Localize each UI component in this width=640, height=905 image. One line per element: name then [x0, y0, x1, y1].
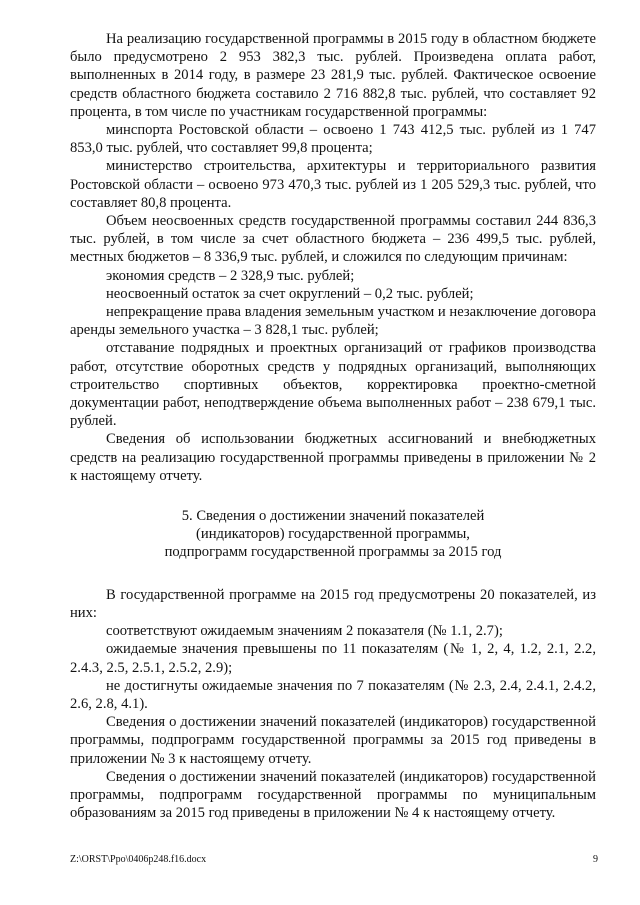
paragraph-indicators-not-achieved: не достигнуты ожидаемые значения по 7 показателям (№ 2.3, 2.4, 2.4.1, 2.4.2, 2.6, 2.8, 4.1).	[70, 677, 596, 712]
paragraph-minsport: минспорта Ростовской области – освоено 1 743 412,5 тыс. рублей из 1 747 853,0 тыс. рублей, что составляет 99,8 процента;	[70, 122, 596, 157]
paragraph-appendix-2: Сведения об использовании бюджетных ассигнований и внебюджетных средств на реализацию государственной программы приведены в приложении № 2 к настоящему отчету.	[70, 431, 596, 484]
paragraph-budget-overview: На реализацию государственной программы в 2015 году в областном бюджете было предусмотрено 2 953 382,3 тыс. рублей. Произведена оплата работ, выполненных в 2014 году, в размере 23 281,9 тыс. рублей. Фактическое освоение средств областного бюджета составило 2 716 882,8 тыс. рублей, что составляет 92 процента, в том числе по участникам государственной программы:	[70, 31, 596, 120]
section-heading-line: (индикаторов) государственной программы,	[196, 526, 470, 543]
paragraph-minstroy: министерство строительства, архитектуры и территориального развития Ростовской области – освоено 973 470,3 тыс. рублей из 1 205 529,3 тыс. рублей, что составляет 80,8 процента.	[70, 158, 596, 211]
paragraph-appendix-4: Сведения о достижении значений показателей (индикаторов) государственной программы, подпрограмм государственной программы по муниципальным образованиям за 2015 год приведены в приложении № 4 к настоящему отчету.	[70, 768, 596, 822]
paragraph-indicators-matched: соответствуют ожидаемым значениям 2 показателя (№ 1.1, 2.7);	[106, 623, 503, 640]
paragraph-appendix-3: Сведения о достижении значений показателей (индикаторов) государственной программы, подпрограмм государственной программы за 2015 год приведены в приложении № 3 к настоящему отчету.	[70, 714, 596, 767]
paragraph-unspent-funds: Объем неосвоенных средств государственной программы составил 244 836,3 тыс. рублей, в том числе за счет областного бюджета – 236 499,5 тыс. рублей, местных бюджетов – 8 336,9 тыс. рублей, и сложился по следующим причинам:	[70, 213, 596, 266]
paragraph-land-lease: непрекращение права владения земельным участком и незаключение договора аренды земельного участка – 3 828,1 тыс. рублей;	[70, 304, 596, 339]
paragraph-contractor-delays: отставание подрядных и проектных организаций от графиков производства работ, отсутствие оборотных средств у подрядных организаций, выполняющих строительство спортивных объектов, корректировка проектно-сметной документации работ, неподтверждение объема выполненных работ – 238 679,1 тыс. рублей.	[70, 340, 596, 430]
section-heading-line: подпрограмм государственной программы за 2015 год	[164, 544, 502, 561]
paragraph-rounding: неосвоенный остаток за счет округлений – 0,2 тыс. рублей;	[106, 285, 474, 302]
paragraph-indicators-total: В государственной программе на 2015 год предусмотрены 20 показателей, из них:	[70, 586, 596, 621]
section-heading	[70, 507, 596, 562]
paragraph-savings: экономия средств – 2 328,9 тыс. рублей;	[106, 267, 355, 284]
document-body	[70, 30, 596, 822]
footer-file-path: Z:\ORST\Ppo\0406p248.f16.docx	[70, 854, 207, 865]
section-heading-line: 5. Сведения о достижении значений показателей	[181, 508, 485, 525]
paragraph-indicators-exceeded: ожидаемые значения превышены по 11 показателям (№ 1, 2, 4, 1.2, 2.1, 2.2, 2.4.3, 2.5, 2.5.1, 2.5.2, 2.9);	[70, 641, 596, 676]
page-number: 9	[593, 854, 598, 865]
